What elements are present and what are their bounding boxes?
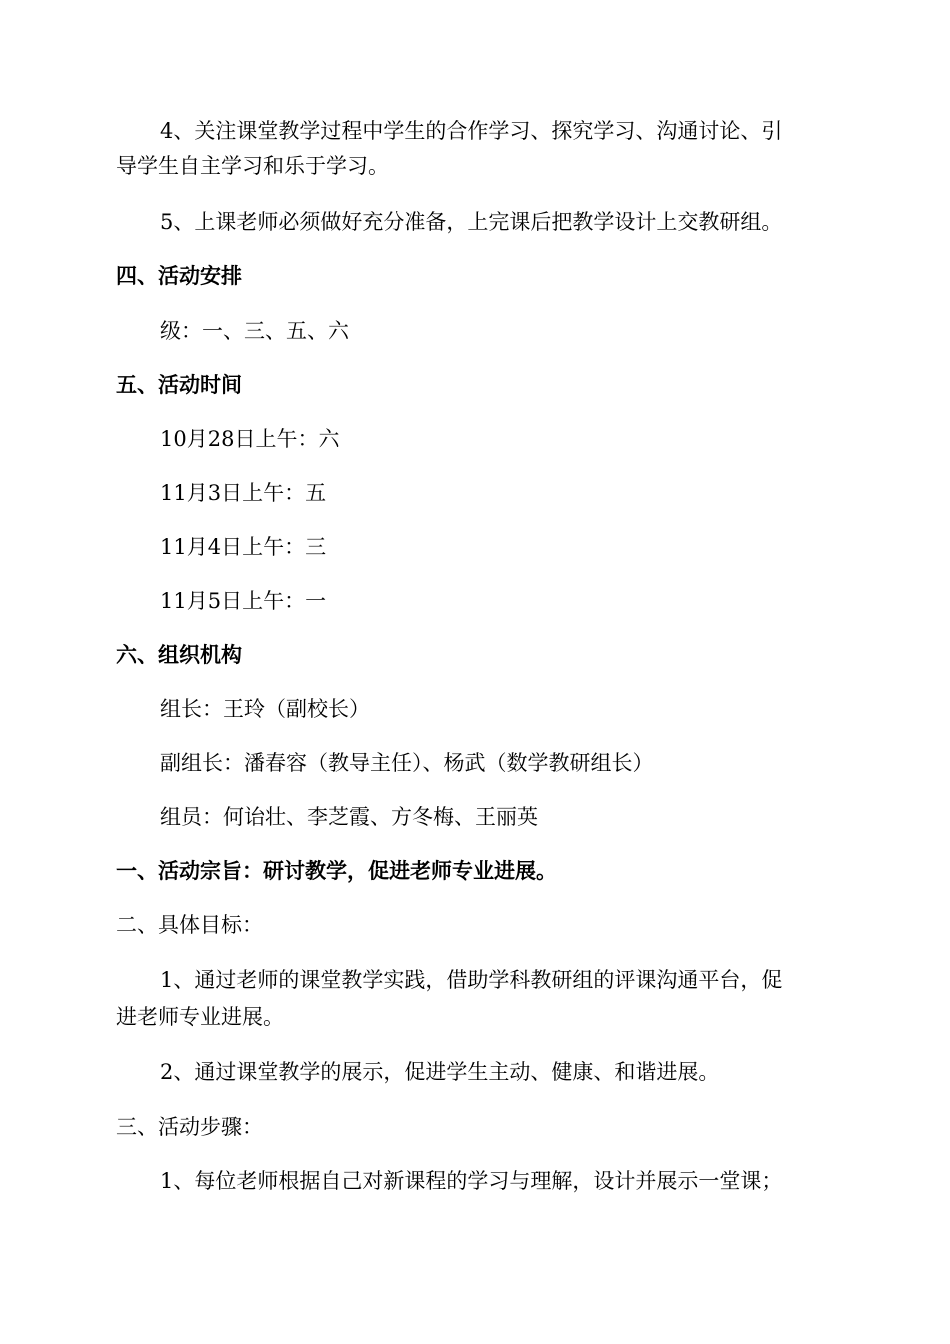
goal-1-line-2: 进老师专业进展。 [116,1005,284,1029]
heading-specific-goals: 二、具体目标： [116,913,263,937]
heading-purpose: 一、活动宗旨：研讨教学，促进老师专业进展。 [116,858,557,883]
step-1: 1、每位老师根据自己对新课程的学习与理解，设计并展示一堂课； [160,1169,783,1193]
paragraph-5: 5、上课老师必须做好充分准备，上完课后把教学设计上交教研组。 [160,210,783,234]
grades-line: 级：一、三、五、六 [160,319,349,343]
goal-2: 2、通过课堂教学的展示，促进学生主动、健康、和谐进展。 [160,1060,720,1084]
members-line: 组员：何诒壮、李芝霞、方冬梅、王丽英 [160,805,538,829]
goal-1-line-1: 1、通过老师的课堂教学实践，借助学科教研组的评课沟通平台，促 [160,968,783,992]
deputy-leader-line: 副组长：潘春容（教导主任）、杨武（数学教研组长） [160,751,654,775]
heading-activity-arrangement: 四、活动安排 [116,263,242,288]
schedule-item: 11月5日上午：一 [160,589,327,613]
paragraph-4-line-1: 4、关注课堂教学过程中学生的合作学习、探究学习、沟通讨论、引 [160,119,783,143]
heading-activity-time: 五、活动时间 [116,372,242,397]
leader-line: 组长：王玲（副校长） [160,697,370,721]
schedule-item: 10月28日上午：六 [160,427,340,451]
heading-organization: 六、组织机构 [116,642,242,667]
paragraph-4-line-2: 导学生自主学习和乐于学习。 [116,154,389,178]
schedule-item: 11月3日上午：五 [160,481,327,505]
heading-activity-steps: 三、活动步骤： [116,1115,263,1139]
schedule-item: 11月4日上午：三 [160,535,327,559]
